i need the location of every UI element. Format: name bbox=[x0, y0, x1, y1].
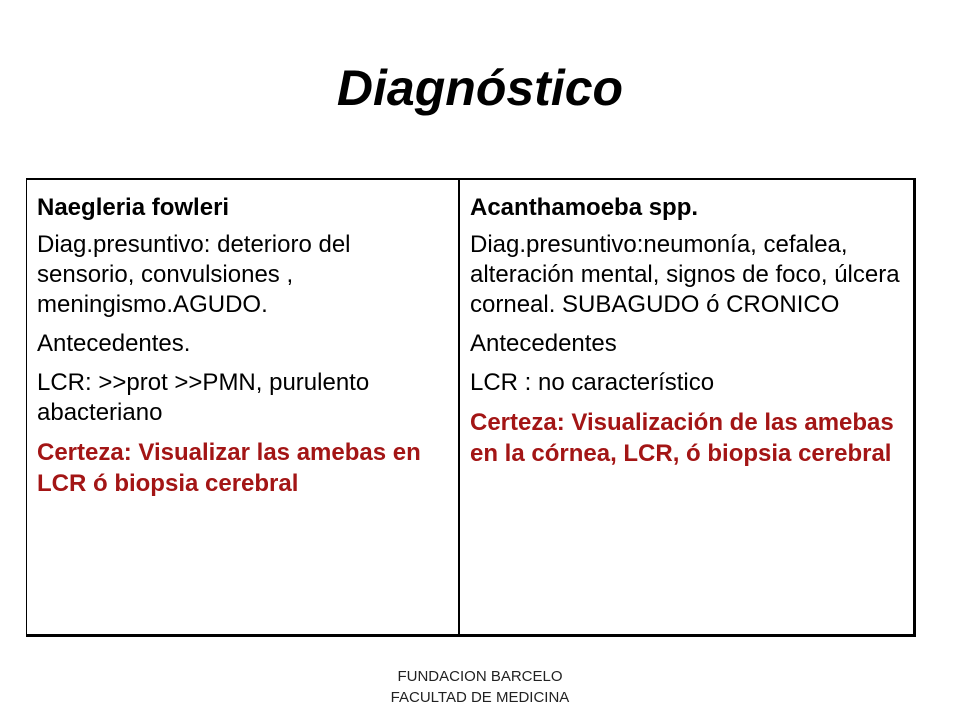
acanthamoeba-csf-findings: LCR : no característico bbox=[470, 369, 715, 396]
footer-institution: FUNDACION BARCELO bbox=[397, 668, 563, 685]
diagnosis-table bbox=[26, 178, 916, 637]
naegleria-background: Antecedentes. bbox=[37, 330, 191, 357]
acanthamoeba-heading: Acanthamoeba spp. bbox=[470, 194, 699, 221]
naegleria-column bbox=[27, 180, 460, 634]
acanthamoeba-column bbox=[460, 180, 913, 634]
naegleria-heading: Naegleria fowleri bbox=[37, 194, 230, 221]
acanthamoeba-presumptive-diagnosis: Diag.presuntivo:neumonía, cefalea, alteración mental, signos de foco, úlcera corneal. SUBAGUDO ó CRONICO bbox=[470, 231, 900, 318]
naegleria-csf-findings: LCR: >>prot >>PMN, purulento abacteriano bbox=[37, 369, 370, 426]
footer-faculty: FACULTAD DE MEDICINA bbox=[390, 689, 570, 706]
slide-title: Diagnóstico bbox=[336, 60, 624, 116]
footer bbox=[0, 666, 960, 708]
naegleria-certainty: Certeza: Visualizar las amebas en LCR ó biopsia cerebral bbox=[37, 439, 421, 497]
acanthamoeba-background: Antecedentes bbox=[470, 330, 617, 357]
naegleria-presumptive-diagnosis: Diag.presuntivo: deterioro del sensorio, convulsiones , meningismo.AGUDO. bbox=[37, 231, 351, 318]
acanthamoeba-certainty: Certeza: Visualización de las amebas en la córnea, LCR, ó biopsia cerebral bbox=[470, 409, 894, 467]
